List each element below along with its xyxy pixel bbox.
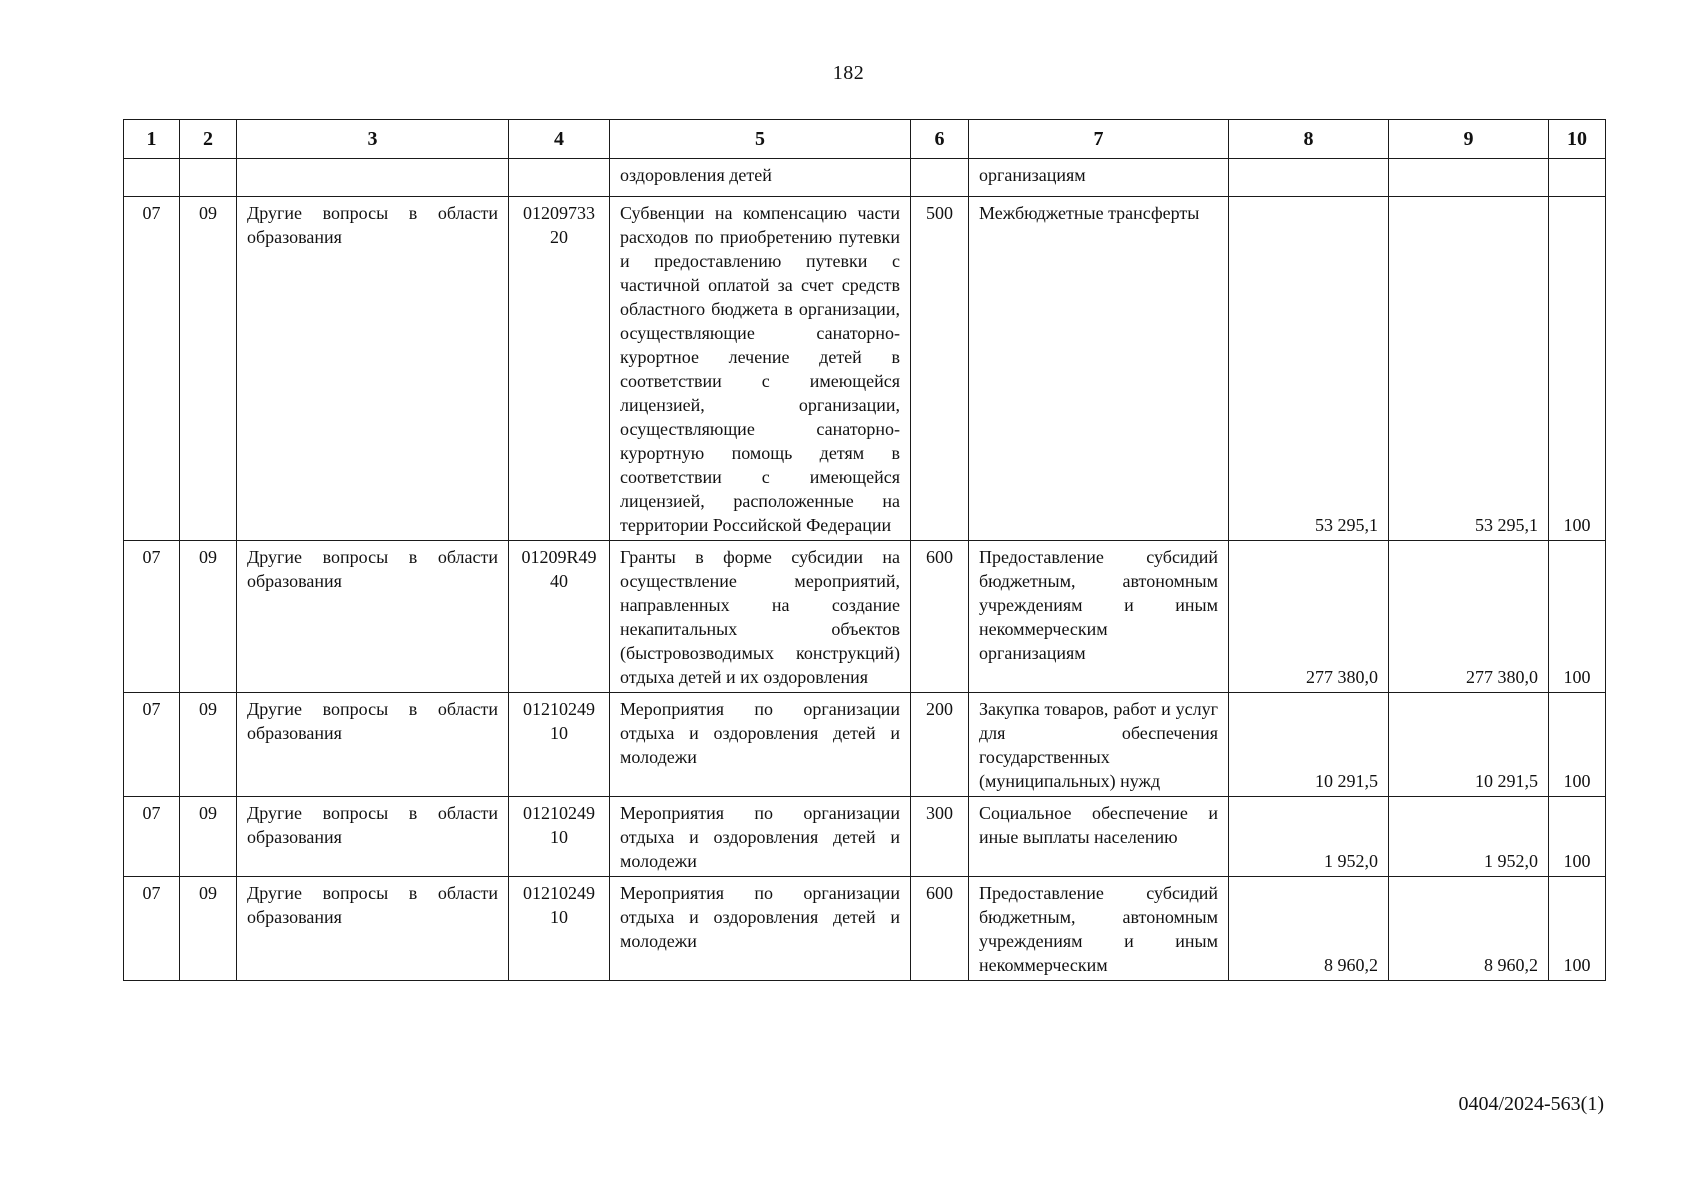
header-row — [124, 120, 1606, 159]
page-number: 182 — [832, 62, 865, 84]
section-name: Другие вопросы в области образования — [237, 541, 509, 693]
target-article-code: 0121024910 — [509, 693, 610, 797]
expense-type-code: 200 — [911, 693, 969, 797]
table-row — [124, 877, 1606, 981]
table-row — [124, 797, 1606, 877]
budget-table — [123, 119, 1606, 981]
section-code: 07 — [124, 197, 180, 541]
planned-amount: 10 291,5 — [1229, 693, 1389, 797]
executed-amount: 8 960,2 — [1389, 877, 1549, 981]
executed-amount: 1 952,0 — [1389, 797, 1549, 877]
table-row — [124, 541, 1606, 693]
table-row — [124, 693, 1606, 797]
subsection-code: 09 — [180, 197, 237, 541]
section-code: 07 — [124, 693, 180, 797]
header-col-2: 2 — [180, 120, 237, 159]
purpose-text: Мероприятия по организации отдыха и оздоровления детей и молодежи — [610, 877, 911, 981]
purpose-text: Гранты в форме субсидии на осуществление мероприятий, направленных на создание некапитальных объектов (быстровозводимых конструкций) отдыха детей и их оздоровления — [610, 541, 911, 693]
section-code: 07 — [124, 877, 180, 981]
section-name: Другие вопросы в области образования — [237, 693, 509, 797]
planned-amount: 53 295,1 — [1229, 197, 1389, 541]
header-col-10: 10 — [1549, 120, 1606, 159]
section-name: Другие вопросы в области образования — [237, 877, 509, 981]
execution-percent: 100 — [1549, 541, 1606, 693]
purpose-text: Мероприятия по организации отдыха и оздоровления детей и молодежи — [610, 693, 911, 797]
execution-percent: 100 — [1549, 693, 1606, 797]
executed-amount: 53 295,1 — [1389, 197, 1549, 541]
expense-type-code: 600 — [911, 541, 969, 693]
target-article-code: 0121024910 — [509, 877, 610, 981]
planned-amount: 277 380,0 — [1229, 541, 1389, 693]
executed-amount: 277 380,0 — [1389, 541, 1549, 693]
subsection-code: 09 — [180, 693, 237, 797]
execution-percent: 100 — [1549, 797, 1606, 877]
header-col-4: 4 — [509, 120, 610, 159]
section-name: Другие вопросы в области образования — [237, 197, 509, 541]
execution-percent: 100 — [1549, 197, 1606, 541]
target-article-code: 0121024910 — [509, 797, 610, 877]
planned-amount: 1 952,0 — [1229, 797, 1389, 877]
expense-type-code: 500 — [911, 197, 969, 541]
continuation-expense-type: организациям — [969, 159, 1229, 197]
subsection-code: 09 — [180, 797, 237, 877]
table-row — [124, 197, 1606, 541]
section-code: 07 — [124, 541, 180, 693]
header-col-6: 6 — [911, 120, 969, 159]
section-code: 07 — [124, 797, 180, 877]
expense-type-code: 600 — [911, 877, 969, 981]
expense-type-code: 300 — [911, 797, 969, 877]
continuation-row — [124, 159, 1606, 197]
purpose-text: Мероприятия по организации отдыха и оздоровления детей и молодежи — [610, 797, 911, 877]
document-number: 0404/2024-563(1) — [1458, 1093, 1604, 1115]
purpose-text: Субвенции на компенсацию части расходов по приобретению путевки и предоставлению путевки с частичной оплатой за счет средств областного бюджета в организации, осуществляющие санаторно-курортное лечение детей в соответствии с имеющейся лицензией, организации, осуществляющие санаторно-курортную помощь детям в соответствии с имеющейся лицензией, расположенные на территории Российской Федерации — [610, 197, 911, 541]
header-col-5: 5 — [610, 120, 911, 159]
header-col-9: 9 — [1389, 120, 1549, 159]
target-article-code: 0120973320 — [509, 197, 610, 541]
table-header — [124, 120, 1606, 159]
subsection-code: 09 — [180, 541, 237, 693]
continuation-purpose: оздоровления детей — [610, 159, 911, 197]
subsection-code: 09 — [180, 877, 237, 981]
execution-percent: 100 — [1549, 877, 1606, 981]
expense-type-name: Предоставление субсидий бюджетным, автономным учреждениям и иным некоммерческим организациям — [969, 541, 1229, 693]
header-col-1: 1 — [124, 120, 180, 159]
executed-amount: 10 291,5 — [1389, 693, 1549, 797]
expense-type-name: Закупка товаров, работ и услуг для обеспечения государственных (муниципальных) нужд — [969, 693, 1229, 797]
section-name: Другие вопросы в области образования — [237, 797, 509, 877]
header-col-8: 8 — [1229, 120, 1389, 159]
expense-type-name: Социальное обеспечение и иные выплаты населению — [969, 797, 1229, 877]
header-col-3: 3 — [237, 120, 509, 159]
expense-type-name: Межбюджетные трансферты — [969, 197, 1229, 541]
target-article-code: 01209R4940 — [509, 541, 610, 693]
header-col-7: 7 — [969, 120, 1229, 159]
planned-amount: 8 960,2 — [1229, 877, 1389, 981]
expense-type-name: Предоставление субсидий бюджетным, автономным учреждениям и иным некоммерческим — [969, 877, 1229, 981]
